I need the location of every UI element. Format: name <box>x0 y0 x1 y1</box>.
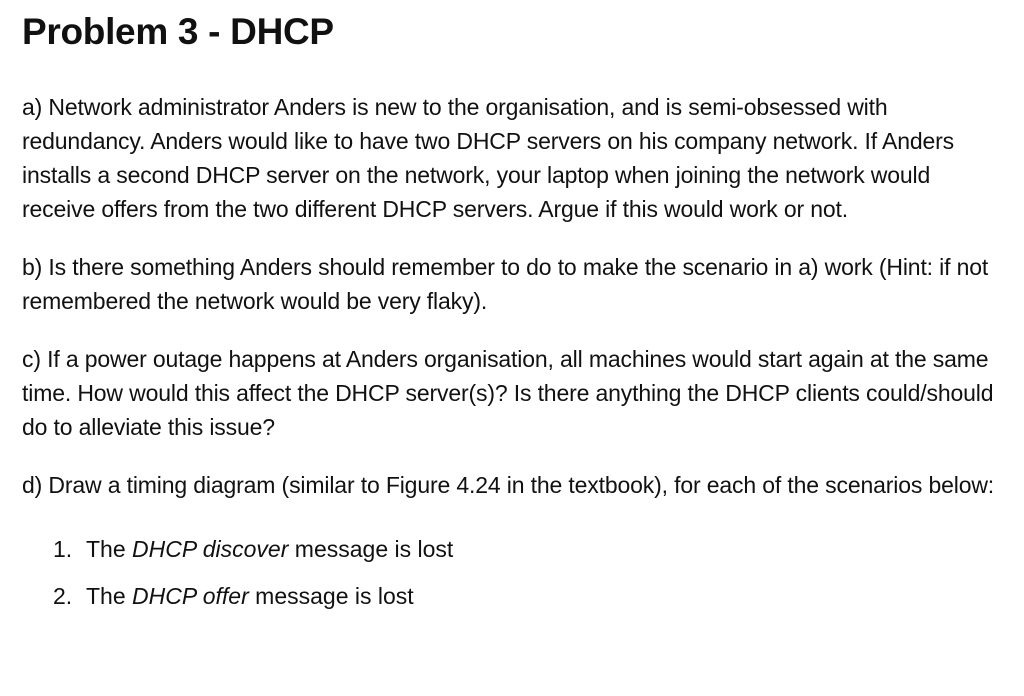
list-item-text <box>86 532 453 566</box>
list-item <box>53 579 1004 613</box>
list-item-emphasis: DHCP discover <box>132 536 289 562</box>
list-item <box>53 532 1004 566</box>
list-item-text <box>86 579 414 613</box>
question-d: d) Draw a timing diagram (similar to Figure 4.24 in the textbook), for each of the scenarios below: <box>22 472 995 498</box>
list-item-suffix: message is lost <box>248 583 414 609</box>
list-item-emphasis: DHCP offer <box>132 583 249 609</box>
list-item-prefix: The <box>86 536 133 562</box>
list-item-suffix: message is lost <box>288 536 454 562</box>
page-title: Problem 3 - DHCP <box>22 11 334 52</box>
question-a: a) Network administrator Anders is new to the organisation, and is semi-obsessed with redundancy. Anders would like to have two DHCP servers on his company network. If Anders installs a second DHCP server on the network, your laptop when joining the network would receive offers from the two different DHCP servers. Argue if this would work or not. <box>22 94 954 222</box>
list-item-number: 1. <box>53 536 73 562</box>
list-item-prefix: The <box>86 583 133 609</box>
question-b: b) Is there something Anders should remember to do to make the scenario in a) work (Hint: if not remembered the network would be very flaky). <box>22 254 989 314</box>
question-c: c) If a power outage happens at Anders organisation, all machines would start again at the same time. How would this affect the DHCP server(s)? Is there anything the DHCP clients could/should do to alleviate this issue? <box>22 346 994 440</box>
scenario-list <box>22 532 1004 613</box>
list-item-number: 2. <box>53 583 73 609</box>
